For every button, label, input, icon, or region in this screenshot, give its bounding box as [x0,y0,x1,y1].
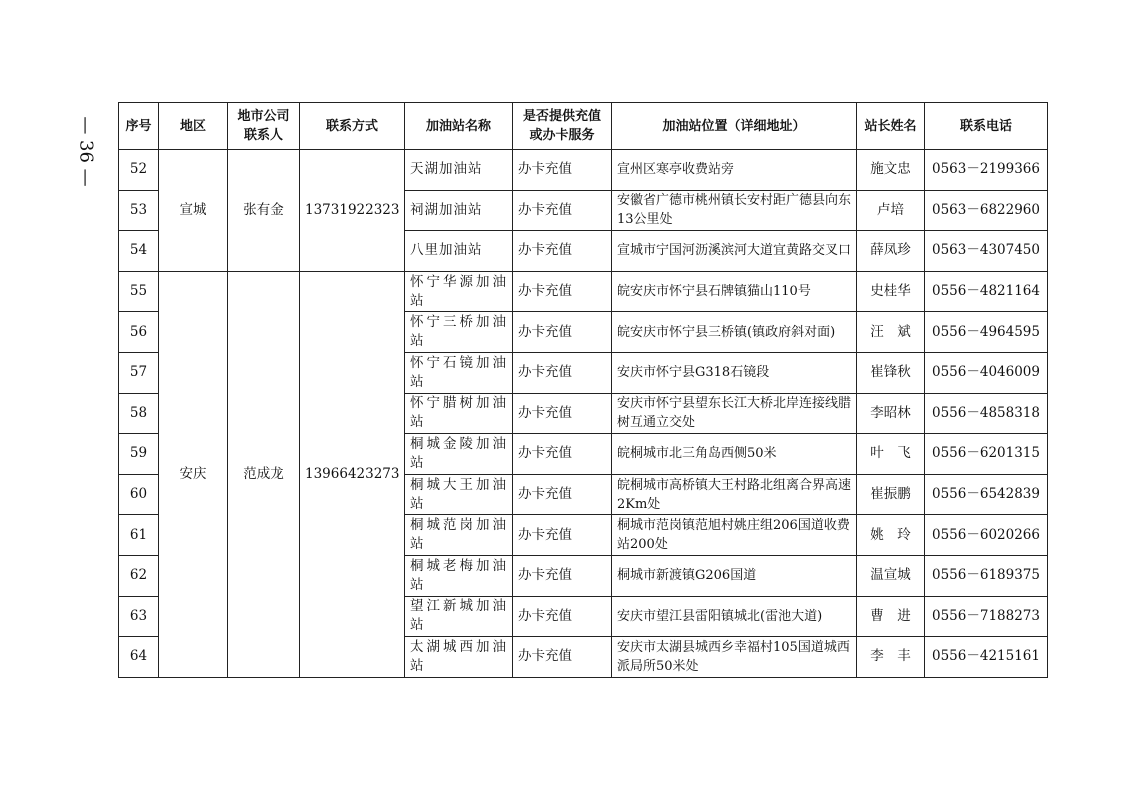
service-type: 办卡充值 [513,231,612,272]
manager-name: 温宣城 [857,555,925,596]
service-type: 办卡充值 [513,555,612,596]
row-seq: 60 [119,474,159,515]
station-phone: 0563－4307450 [925,231,1048,272]
station-name: 桐城老梅加油站 [405,555,513,596]
station-address: 皖桐城市高桥镇大王村路北组离合界高速2Km处 [612,474,857,515]
header-station: 加油站名称 [405,103,513,150]
manager-name: 叶 飞 [857,434,925,475]
station-name: 桐城范岗加油站 [405,515,513,556]
manager-name: 崔振鹏 [857,474,925,515]
service-type: 办卡充值 [513,352,612,393]
station-phone: 0556－7188273 [925,596,1048,637]
service-type: 办卡充值 [513,312,612,353]
header-contact: 地市公司联系人 [228,103,300,150]
header-region: 地区 [159,103,228,150]
station-phone: 0556－4215161 [925,637,1048,678]
row-seq: 63 [119,596,159,637]
gas-station-table [118,102,1048,678]
manager-name: 崔锋秋 [857,352,925,393]
station-address: 安徽省广德市桃州镇长安村距广德县向东13公里处 [612,190,857,231]
station-name: 怀宁石镜加油站 [405,352,513,393]
header-phone: 联系电话 [925,103,1048,150]
manager-name: 施文忠 [857,150,925,191]
station-address: 桐城市新渡镇G206国道 [612,555,857,596]
group-contact-phone: 13731922323 [300,150,405,272]
station-address: 皖安庆市怀宁县石牌镇猫山110号 [612,271,857,312]
station-address: 皖安庆市怀宁县三桥镇(镇政府斜对面) [612,312,857,353]
service-type: 办卡充值 [513,271,612,312]
group-region: 宣城 [159,150,228,272]
group-contact-phone: 13966423273 [300,271,405,677]
station-address: 宣城市宁国河沥溪滨河大道宜黄路交叉口 [612,231,857,272]
station-phone: 0556－6201315 [925,434,1048,475]
station-phone: 0556－6189375 [925,555,1048,596]
header-row [119,103,1048,150]
table-row [119,150,1048,191]
station-phone: 0556－4964595 [925,312,1048,353]
row-seq: 64 [119,637,159,678]
row-seq: 53 [119,190,159,231]
row-seq: 62 [119,555,159,596]
station-phone: 0556－6542839 [925,474,1048,515]
row-seq: 52 [119,150,159,191]
station-address: 宣州区寒亭收费站旁 [612,150,857,191]
station-name: 太湖城西加油站 [405,637,513,678]
header-address: 加油站位置（详细地址） [612,103,857,150]
row-seq: 58 [119,393,159,434]
row-seq: 55 [119,271,159,312]
manager-name: 汪 斌 [857,312,925,353]
row-seq: 56 [119,312,159,353]
station-phone: 0556－4858318 [925,393,1048,434]
station-name: 祠湖加油站 [405,190,513,231]
service-type: 办卡充值 [513,515,612,556]
header-service: 是否提供充值或办卡服务 [513,103,612,150]
station-phone: 0556－4821164 [925,271,1048,312]
station-name: 桐城大王加油站 [405,474,513,515]
station-name: 桐城金陵加油站 [405,434,513,475]
station-phone: 0563－6822960 [925,190,1048,231]
station-address: 安庆市望江县雷阳镇城北(雷池大道) [612,596,857,637]
row-seq: 59 [119,434,159,475]
group-contact: 张有金 [228,150,300,272]
header-contact-phone: 联系方式 [300,103,405,150]
station-address: 安庆市太湖县城西乡幸福村105国道城西派局所50米处 [612,637,857,678]
manager-name: 史桂华 [857,271,925,312]
station-name: 怀宁腊树加油站 [405,393,513,434]
row-seq: 61 [119,515,159,556]
station-name: 天湖加油站 [405,150,513,191]
group-region: 安庆 [159,271,228,677]
service-type: 办卡充值 [513,637,612,678]
station-phone: 0563－2199366 [925,150,1048,191]
header-seq: 序号 [119,103,159,150]
service-type: 办卡充值 [513,474,612,515]
manager-name: 李昭林 [857,393,925,434]
station-phone: 0556－6020266 [925,515,1048,556]
manager-name: 李 丰 [857,637,925,678]
row-seq: 57 [119,352,159,393]
header-manager: 站长姓名 [857,103,925,150]
manager-name: 曹 进 [857,596,925,637]
station-phone: 0556－4046009 [925,352,1048,393]
group-contact: 范成龙 [228,271,300,677]
manager-name: 薛凤珍 [857,231,925,272]
service-type: 办卡充值 [513,150,612,191]
station-name: 怀宁华源加油站 [405,271,513,312]
service-type: 办卡充值 [513,596,612,637]
station-address: 桐城市范岗镇范旭村姚庄组206国道收费站200处 [612,515,857,556]
row-seq: 54 [119,231,159,272]
station-name: 八里加油站 [405,231,513,272]
table-row [119,271,1048,312]
station-address: 安庆市怀宁县望东长江大桥北岸连接线腊树互通立交处 [612,393,857,434]
page-number: — 36 — [75,115,97,187]
station-address: 安庆市怀宁县G318石镜段 [612,352,857,393]
service-type: 办卡充值 [513,434,612,475]
manager-name: 姚 玲 [857,515,925,556]
service-type: 办卡充值 [513,393,612,434]
station-address: 皖桐城市北三角岛西侧50米 [612,434,857,475]
service-type: 办卡充值 [513,190,612,231]
station-name: 望江新城加油站 [405,596,513,637]
station-name: 怀宁三桥加油站 [405,312,513,353]
manager-name: 卢培 [857,190,925,231]
